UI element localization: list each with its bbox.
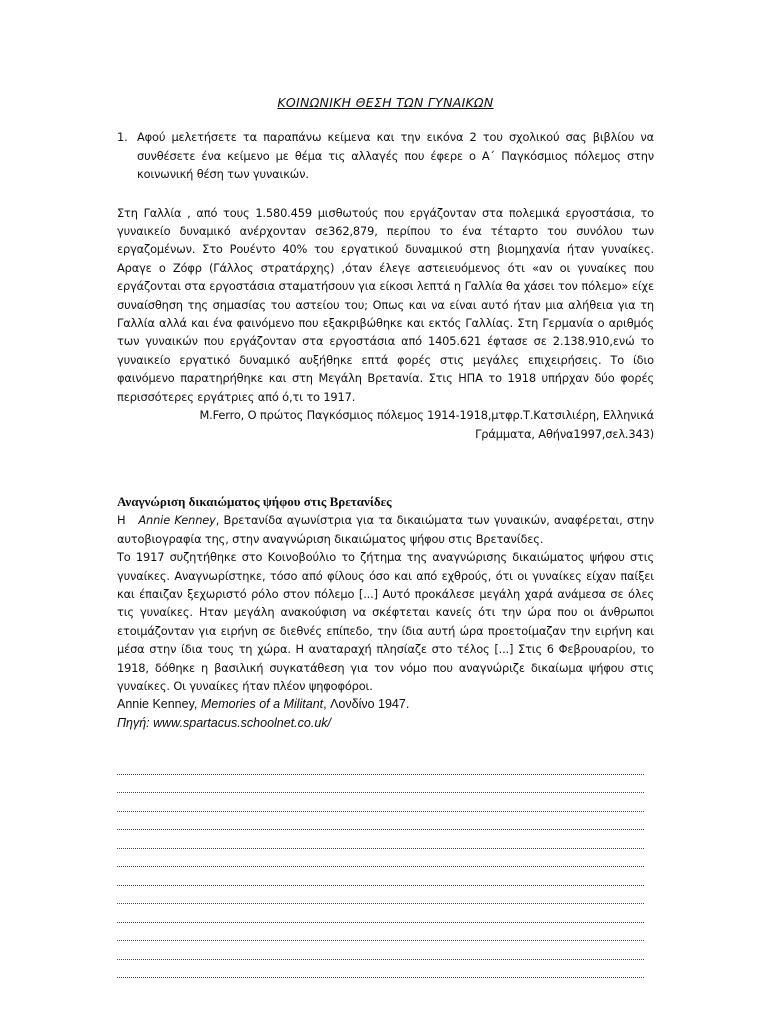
answer-line[interactable] <box>117 960 644 979</box>
source-link: Πηγή: www.spartacus.schoolnet.co.uk/ <box>117 715 331 730</box>
source-rest: , Λονδίνο 1947. <box>323 697 410 712</box>
answer-line[interactable] <box>117 941 644 960</box>
answer-line[interactable] <box>117 904 644 923</box>
answer-lines <box>117 756 654 978</box>
answer-line[interactable] <box>117 830 644 849</box>
answer-line[interactable] <box>117 923 644 942</box>
answer-line[interactable] <box>117 886 644 905</box>
citation-line-1: Μ.Ferro, Ο πρώτος Παγκόσμιος πόλεμος 1914-1918,μτφρ.Τ.Κατσιλιέρη, Ελληνικά <box>199 408 654 423</box>
answer-line[interactable] <box>117 867 644 886</box>
question-text: Αφού μελετήσετε τα παραπάνω κείμενα και την εικόνα 2 του σχολικού σας βιβλίου να συνθέσετε ένα κείμενο με θέμα τις αλλαγές που έφερε ο Α΄ Παγκόσμιος πόλεμος στην κοινωνική θέση των γυναικών. <box>137 130 654 182</box>
source-line <box>117 695 654 713</box>
document-page <box>117 94 654 978</box>
kenney-quote: Το 1917 συζητήθηκε στο Κοινοβούλιο το ζήτημα της αναγνώρισης δικαιώματος ψήφου στις γυναίκες. Αναγνωρίστηκε, τόσο από φίλους όσο και από εχθρούς, ότι οι γυναίκες είχαν παίξει και έπαιζαν ξεχωριστό ρόλο στον πόλεμο [...] Αυτό προκάλεσε μεγάλη χαρά ανάμεσα σε όλες τις γυναίκες. Ηταν μεγάλη ανακούφιση να σκέφτεται κανείς ότι την ώρα που οι άνθρωποι ετοιμάζονταν για ειρήνη σε διεθνές επίπεδο, την ίδια αυτή ώρα προετοίμαζαν την ειρήνη και μέσα στην ίδια τους τη χώρα. Η αναταραχή πλησίαζε στο τέλος [...] Στις 6 Φεβρουαρίου, το 1918, δόθηκε η βασιλική συγκατάθεση για τον νόμο που αναγνώριζε δικαίωμα ψήφου στις γυναίκες. Οι γυναίκες ήταν πλέον ψηφοφόροι. <box>117 550 654 693</box>
section-heading: Αναγνώριση δικαιώματος ψήφου στις Βρετανίδες <box>117 493 392 509</box>
passage-ferro: Στη Γαλλία , από τους 1.580.459 μισθωτούς που εργάζονταν στα πολεμικά εργοστάσια, το γυναικείο δυναμικό ανέρχονταν σε362,879, περίπου το ένα τέταρτο του συνόλου των εργαζομένων. Στο Ρουέντο 40% του εργατικού δυναμικού στη βιομηχανία ήταν γυναίκες. Αραγε ο Ζόφρ (Γάλλος στρατάρχης) ,όταν έλεγε αστειευόμενος ότι «αν οι γυναίκες που εργάζονται στα εργοστάσια σταματήσουν για είκοσι λεπτά η Γαλλία θα χάσει τον πόλεμο» είχε συναίσθηση της σημασίας του αστείου του; Οπως και να είναι αυτό ήταν μια αλήθεια για τη Γαλλία αλλά και ένα φαινόμενο που εξακριβώθηκε και εκτός Γαλλίας. Στη Γερμανία ο αριθμός των γυναικών που εργάζονταν στα εργοστάσια από 1405.621 έφτασε σε 2.138.910,ενώ το γυναικείο εργατικό δυναμικό αυξήθηκε επτά φορές στις μεγάλες επιχειρήσεις. Το ίδιο φαινόμενο παρατηρήθηκε και στη Μεγάλη Βρετανία. Στις ΗΠΑ το 1918 υπήρχαν δύο φορές περισσότερες εργάτριες από ό,τι το 1917. <box>117 205 654 404</box>
answer-line[interactable] <box>117 793 644 812</box>
answer-line[interactable] <box>117 849 644 868</box>
question-item <box>117 128 654 183</box>
citation-line-2: Γράμματα, Αθήνα1997,σελ.343) <box>475 426 654 441</box>
source-book-title: Memories of a Militant <box>200 697 324 712</box>
answer-line[interactable] <box>117 775 644 794</box>
answer-line[interactable] <box>117 756 644 775</box>
source-author: Annie Kenney, <box>117 697 201 712</box>
question-number: 1. <box>117 130 128 145</box>
answer-line[interactable] <box>117 812 644 831</box>
intro-author-name: Annie Kenney <box>138 513 216 528</box>
intro-text: , Βρετανίδα αγωνίστρια για τα δικαιώματα των γυναικών, αναφέρεται, στην αυτοβιογραφία της, στην αναγνώριση δικαιώματος ψήφου στις Βρετανίδες. <box>117 513 654 546</box>
section-intro <box>117 511 654 548</box>
page-title: ΚΟΙΝΩΝΙΚΗ ΘΕΣΗ ΤΩΝ ΓΥΝΑΙΚΩΝ <box>277 95 494 110</box>
intro-prefix: Η <box>117 513 139 528</box>
